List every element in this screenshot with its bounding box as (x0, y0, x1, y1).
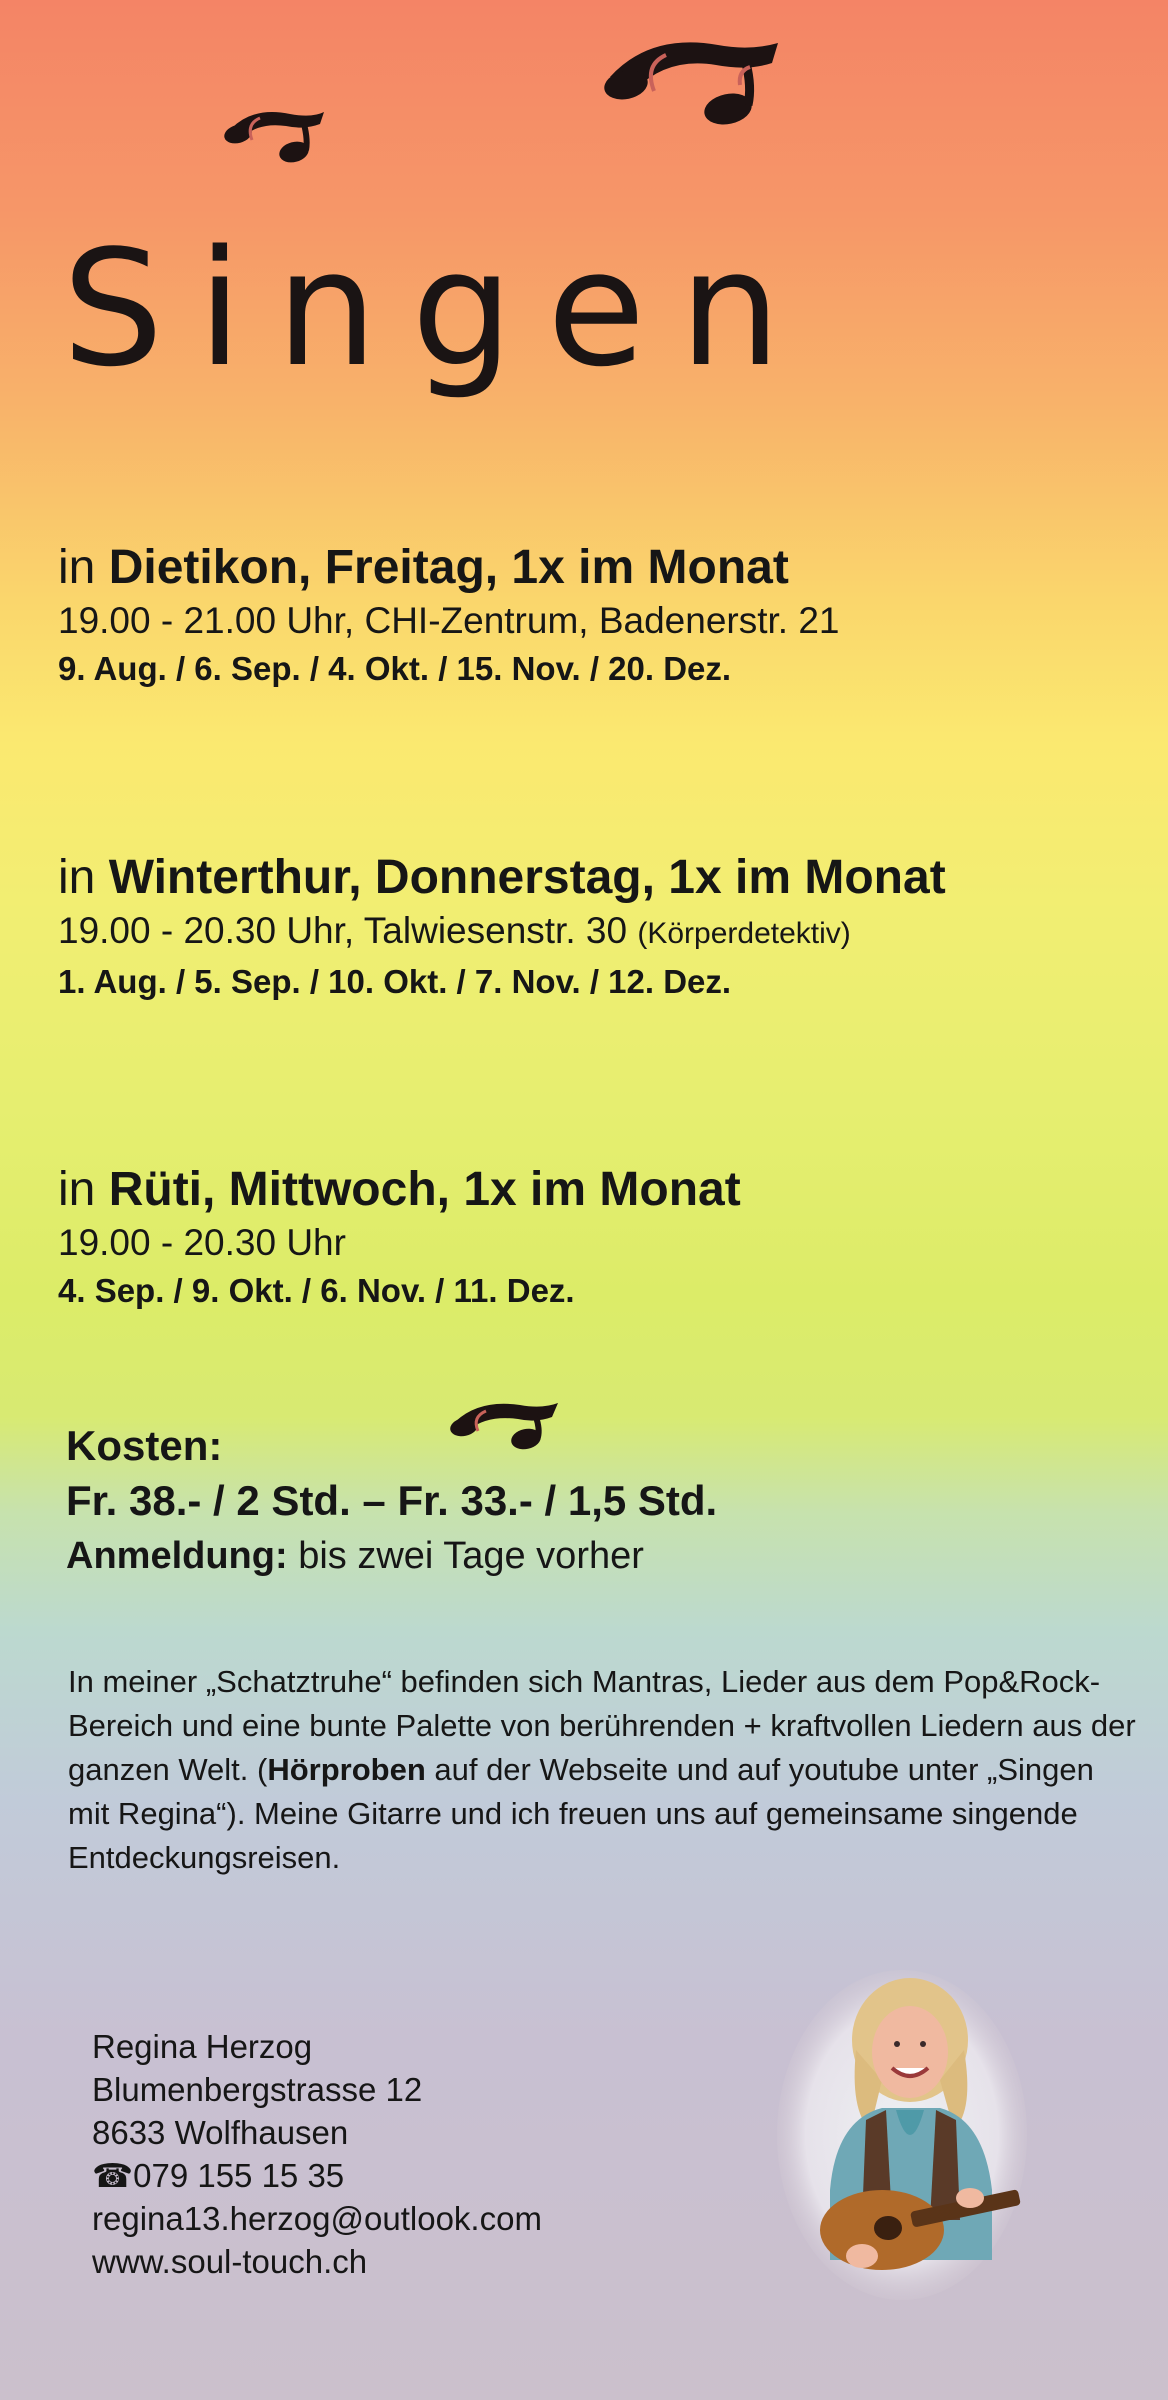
phone-icon: ☎ (92, 2157, 134, 2194)
contact-city: 8633 Wolfhausen (92, 2114, 349, 2151)
contact-email[interactable]: regina13.herzog@outlook.com (92, 2200, 542, 2237)
registration-label: Anmeldung: (66, 1535, 288, 1577)
music-note-icon (590, 25, 795, 135)
section-heading (58, 1162, 741, 1218)
music-note-icon (212, 100, 342, 170)
contact-street: Blumenbergstrasse 12 (92, 2071, 423, 2108)
audio-samples-highlight: Hörproben (267, 1752, 426, 1787)
person-with-guitar-photo (770, 1960, 1035, 2300)
section-location-day: Dietikon, Freitag, 1x im Monat (108, 541, 789, 594)
section-time-note: (Körperdetektiv) (637, 917, 851, 950)
section-prefix: in (58, 541, 96, 594)
contact-phone[interactable]: ☎079 155 15 35 (92, 2157, 345, 2194)
section-heading (58, 540, 840, 596)
section-location-day: Rüti, Mittwoch, 1x im Monat (108, 1163, 741, 1216)
section-prefix: in (58, 851, 96, 904)
registration-text: bis zwei Tage vorher (298, 1535, 644, 1577)
costs-block (66, 1420, 717, 1582)
event-section-rueti (58, 1162, 741, 1314)
section-dates: 4. Sep. / 9. Okt. / 6. Nov. / 11. Dez. (58, 1272, 575, 1309)
section-heading (58, 850, 946, 906)
page-title: Singen (62, 215, 815, 402)
contact-name: Regina Herzog (92, 2028, 313, 2065)
section-location-day: Winterthur, Donnerstag, 1x im Monat (108, 851, 946, 904)
section-time: 19.00 - 20.30 Uhr (58, 1222, 346, 1263)
contact-website[interactable]: www.soul-touch.ch (92, 2243, 368, 2280)
contact-block (92, 2025, 542, 2283)
section-time: 19.00 - 20.30 Uhr, Talwiesenstr. 30 (Körperdetektiv) (58, 910, 851, 951)
description-text: In meiner „Schatztruhe“ befinden sich Mantras, Lieder aus dem Pop&Rock-Bereich und eine bunte Palette von berührenden + kraftvollen Liedern aus der ganzen Welt. (Hörproben auf der Webseite und auf youtube unter „Singen mit Regina“). Meine Gitarre und ich freuen uns auf gemeinsame singende Entdeckungsreisen. (68, 1664, 1136, 1875)
registration-line (66, 1530, 717, 1582)
costs-heading: Kosten: (66, 1422, 223, 1469)
price-text: Fr. 38.- / 2 Std. – Fr. 33.- / 1,5 Std. (66, 1477, 718, 1524)
section-time: 19.00 - 21.00 Uhr, CHI-Zentrum, Badenerstr. 21 (58, 600, 840, 641)
section-prefix: in (58, 1163, 96, 1216)
event-section-winterthur (58, 850, 946, 1005)
section-dates: 9. Aug. / 6. Sep. / 4. Okt. / 15. Nov. / 20. Dez. (58, 650, 732, 687)
section-dates: 1. Aug. / 5. Sep. / 10. Okt. / 7. Nov. / 12. Dez. (58, 963, 732, 1000)
event-section-dietikon (58, 540, 840, 692)
